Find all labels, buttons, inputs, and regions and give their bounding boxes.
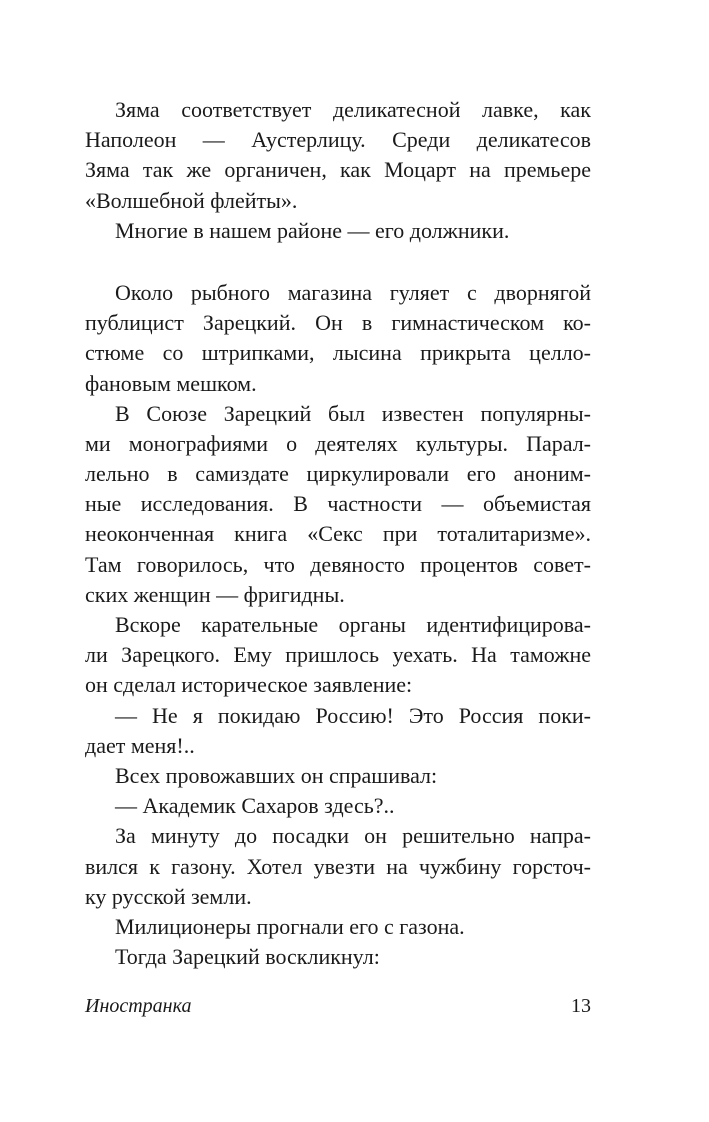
text-line: стюме со штрипками, лысина прикрыта целло- xyxy=(85,340,591,366)
text-line: ми монографиями о деятелях культуры. Парал- xyxy=(85,430,591,456)
page-number: 13 xyxy=(571,995,591,1017)
running-title: Иностранка xyxy=(85,995,192,1017)
text-line: публицист Зарецкий. Он в гимнастическом ко- xyxy=(85,310,591,336)
text-line: дает меня!.. xyxy=(85,732,195,758)
text-line: Всех провожавших он спрашивал: xyxy=(115,762,438,788)
text-line: Зяма так же органичен, как Моцарт на премьере xyxy=(85,157,591,183)
text-line: ку русской земли. xyxy=(85,883,252,909)
body-text xyxy=(85,95,591,972)
text-line: ные исследования. В частности — объемистая xyxy=(85,491,591,517)
text-line: вился к газону. Хотел увезти на чужбину горсточ- xyxy=(85,853,591,879)
text-line: Милиционеры прогнали его с газона. xyxy=(115,913,465,939)
text-line: Зяма соответствует деликатесной лавке, как xyxy=(115,97,591,122)
text-line: Тогда Зарецкий воскликнул: xyxy=(115,944,380,970)
text-line: — Академик Сахаров здесь?.. xyxy=(115,793,395,819)
text-line: ских женщин — фригидны. xyxy=(85,581,345,607)
text-line: В Союзе Зарецкий был известен популярны- xyxy=(115,400,591,426)
text-line: «Волшебной флейты». xyxy=(85,187,298,213)
text-line: Там говорилось, что девяносто процентов совет- xyxy=(85,551,591,577)
text-line: фановым мешком. xyxy=(85,370,257,396)
text-line: Вскоре карательные органы идентифицирова- xyxy=(115,612,591,637)
text-line: Многие в нашем районе — его должники. xyxy=(115,217,510,243)
section-break xyxy=(85,246,591,278)
text-line: неоконченная книга «Секс при тоталитаризме». xyxy=(85,521,591,547)
text-line: — Не я покидаю Россию! Это Россия поки- xyxy=(115,702,591,728)
page-footer xyxy=(85,990,591,1022)
text-line: лельно в самиздате циркулировали его аноним- xyxy=(85,461,591,487)
text-line: ли Зарецкого. Ему пришлось уехать. На таможне xyxy=(85,642,591,668)
text-line: Около рыбного магазина гуляет с дворнягой xyxy=(115,279,591,305)
text-line: он сделал историческое заявление: xyxy=(85,672,413,698)
text-line: За минуту до посадки он решительно напра- xyxy=(115,823,591,849)
text-line: Наполеон — Аустерлицу. Среди деликатесов xyxy=(85,127,591,153)
